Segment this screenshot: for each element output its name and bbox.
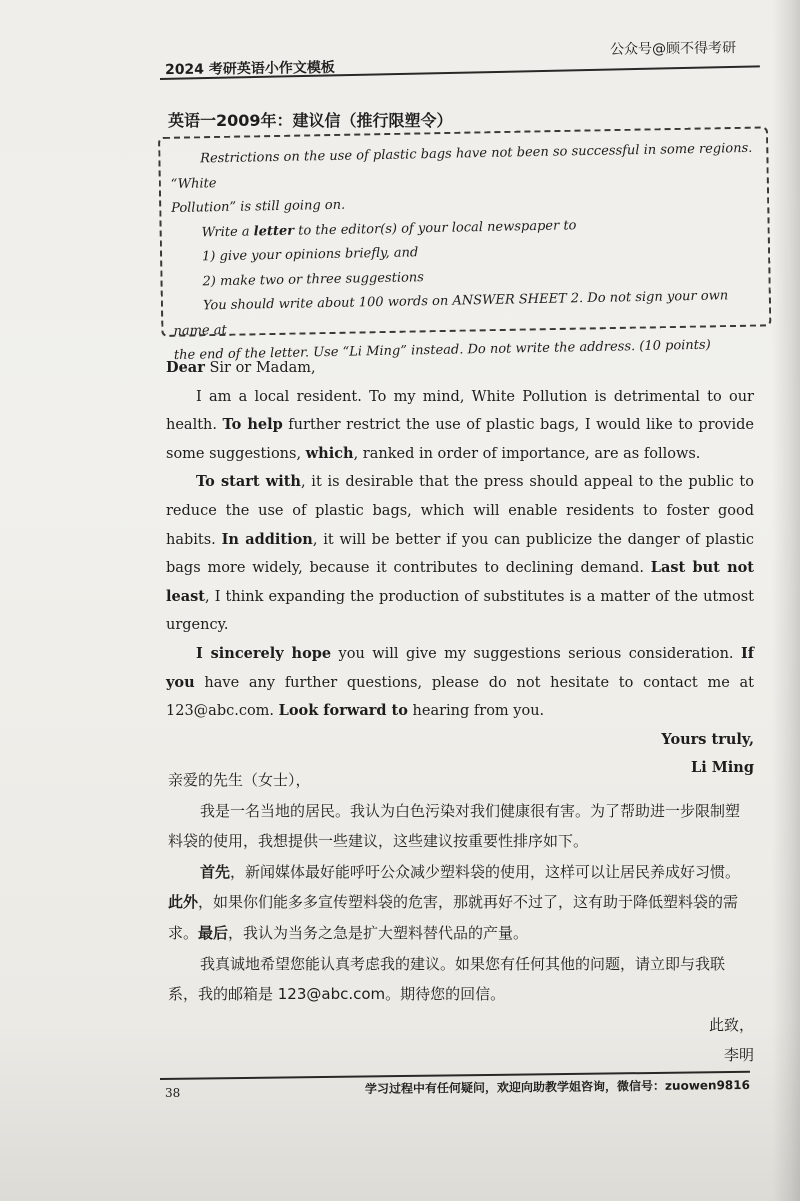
footer-note: 学习过程中有任何疑问，欢迎向助教学姐咨询，微信号：zuowen9816 [364, 1077, 751, 1097]
bold-phrase: I sincerely hope [196, 644, 332, 662]
bold-phrase: In addition [221, 530, 313, 548]
bold-phrase: Look forward to [278, 702, 408, 720]
text-run: have any further questions, please do not hesitate to contact me at 123@abc.com. [166, 674, 754, 720]
text-run: ，我认为当务之急是扩大塑料替代品的产量。 [228, 923, 529, 942]
letter-paragraph-2 [166, 468, 754, 640]
text-run: hearing from you. [407, 703, 545, 720]
prompt-text: Write a [201, 223, 254, 240]
bold-phrase: If you [166, 644, 754, 691]
english-letter [166, 354, 754, 783]
text-run: ，新闻媒体最好能呼吁公众减少塑料袋的使用，这样可以让居民养成好习惯。 [230, 862, 741, 881]
prompt-text: to the editor(s) of your local newspaper to [293, 217, 577, 239]
text-run: I am a local resident. To my mind, White Pollution is detrimental to our health. [166, 388, 754, 434]
text-run: , I think expanding the production of substitutes is a matter of the utmost urgency. [166, 588, 754, 634]
prompt-line-1: Restrictions on the use of plastic bags have not been so successful in some regions. “White [170, 140, 753, 192]
section-title: 英语一2009年：建议信（推行限塑令） [168, 111, 453, 130]
zh-paragraph-1: 我是一名当地的居民。我认为白色污染对我们健康很有害。为了帮助进一步限制塑料袋的使用，我想提供一些建议，这些建议按重要性排序如下。 [168, 801, 741, 851]
writing-prompt [170, 137, 764, 369]
bold-phrase: To start with [196, 473, 301, 491]
page-number: 38 [165, 1086, 181, 1100]
account-name: 公众号@顾不得考研 [609, 40, 737, 58]
letter-signature: Li Ming [691, 759, 754, 777]
book-title: 2024 考研英语小作文模板 [164, 59, 335, 79]
text-run: , it will be better if you can publicize the danger of plastic bags more widely, because it contributes to declining demand. [166, 531, 755, 577]
bold-phrase: which [305, 444, 354, 462]
zh-paragraph-2 [168, 857, 754, 949]
letter-greeting [166, 354, 754, 383]
bold-phrase: 最后 [198, 923, 229, 942]
greeting-text: Sir or Madam, [204, 360, 316, 376]
text-run: ，如果你们能多多宣传塑料袋的危害，那就再好不过了，这有助于降低塑料袋的需求。 [168, 893, 739, 942]
bold-phrase: 首先 [200, 862, 231, 881]
zh-closing: 此致， [708, 1015, 754, 1034]
bold-phrase: To help [222, 416, 283, 434]
letter-paragraph-3 [166, 640, 754, 726]
zh-paragraph-3: 我真诚地希望您能认真考虑我的建议。如果您有任何其他的问题，请立即与我联系，我的邮箱是 123@abc.com。期待您的回信。 [168, 954, 726, 1004]
page-edge-shadow [772, 0, 800, 1201]
text-run: further restrict the use of plastic bags, I would like to provide some suggestions, [166, 417, 755, 462]
letter-paragraph-1 [166, 383, 754, 469]
text-run: you will give my suggestions serious consideration. [331, 645, 741, 662]
prompt-bold: letter [253, 223, 295, 239]
prompt-line-7: the end of the letter. Use “Li Ming” instead. Do not write the address. (10 points) [173, 337, 711, 363]
chinese-translation [168, 765, 754, 1071]
prompt-line-6: You should write about 100 words on ANSWER SHEET 2. Do not sign your own name at [173, 288, 729, 339]
text-run: , ranked in order of importance, are as follows. [353, 445, 701, 462]
zh-greeting: 亲爱的先生（女士）， [168, 771, 311, 789]
zh-signature: 李明 [723, 1046, 754, 1065]
prompt-line-4: 1) give your opinions briefly, and [201, 245, 419, 265]
letter-closing: Yours truly, [661, 730, 754, 748]
prompt-line-5: 2) make two or three suggestions [202, 269, 425, 289]
bold-phrase: 此外 [168, 893, 199, 912]
prompt-line-2: Pollution” is still going on. [171, 197, 346, 216]
bold-phrase: Last but not least [166, 559, 754, 605]
greeting-bold: Dear [166, 359, 205, 376]
text-run: , it is desirable that the press should appeal to the public to reduce the use of plastic bags, which will enable residents to foster good habits. [166, 474, 754, 548]
